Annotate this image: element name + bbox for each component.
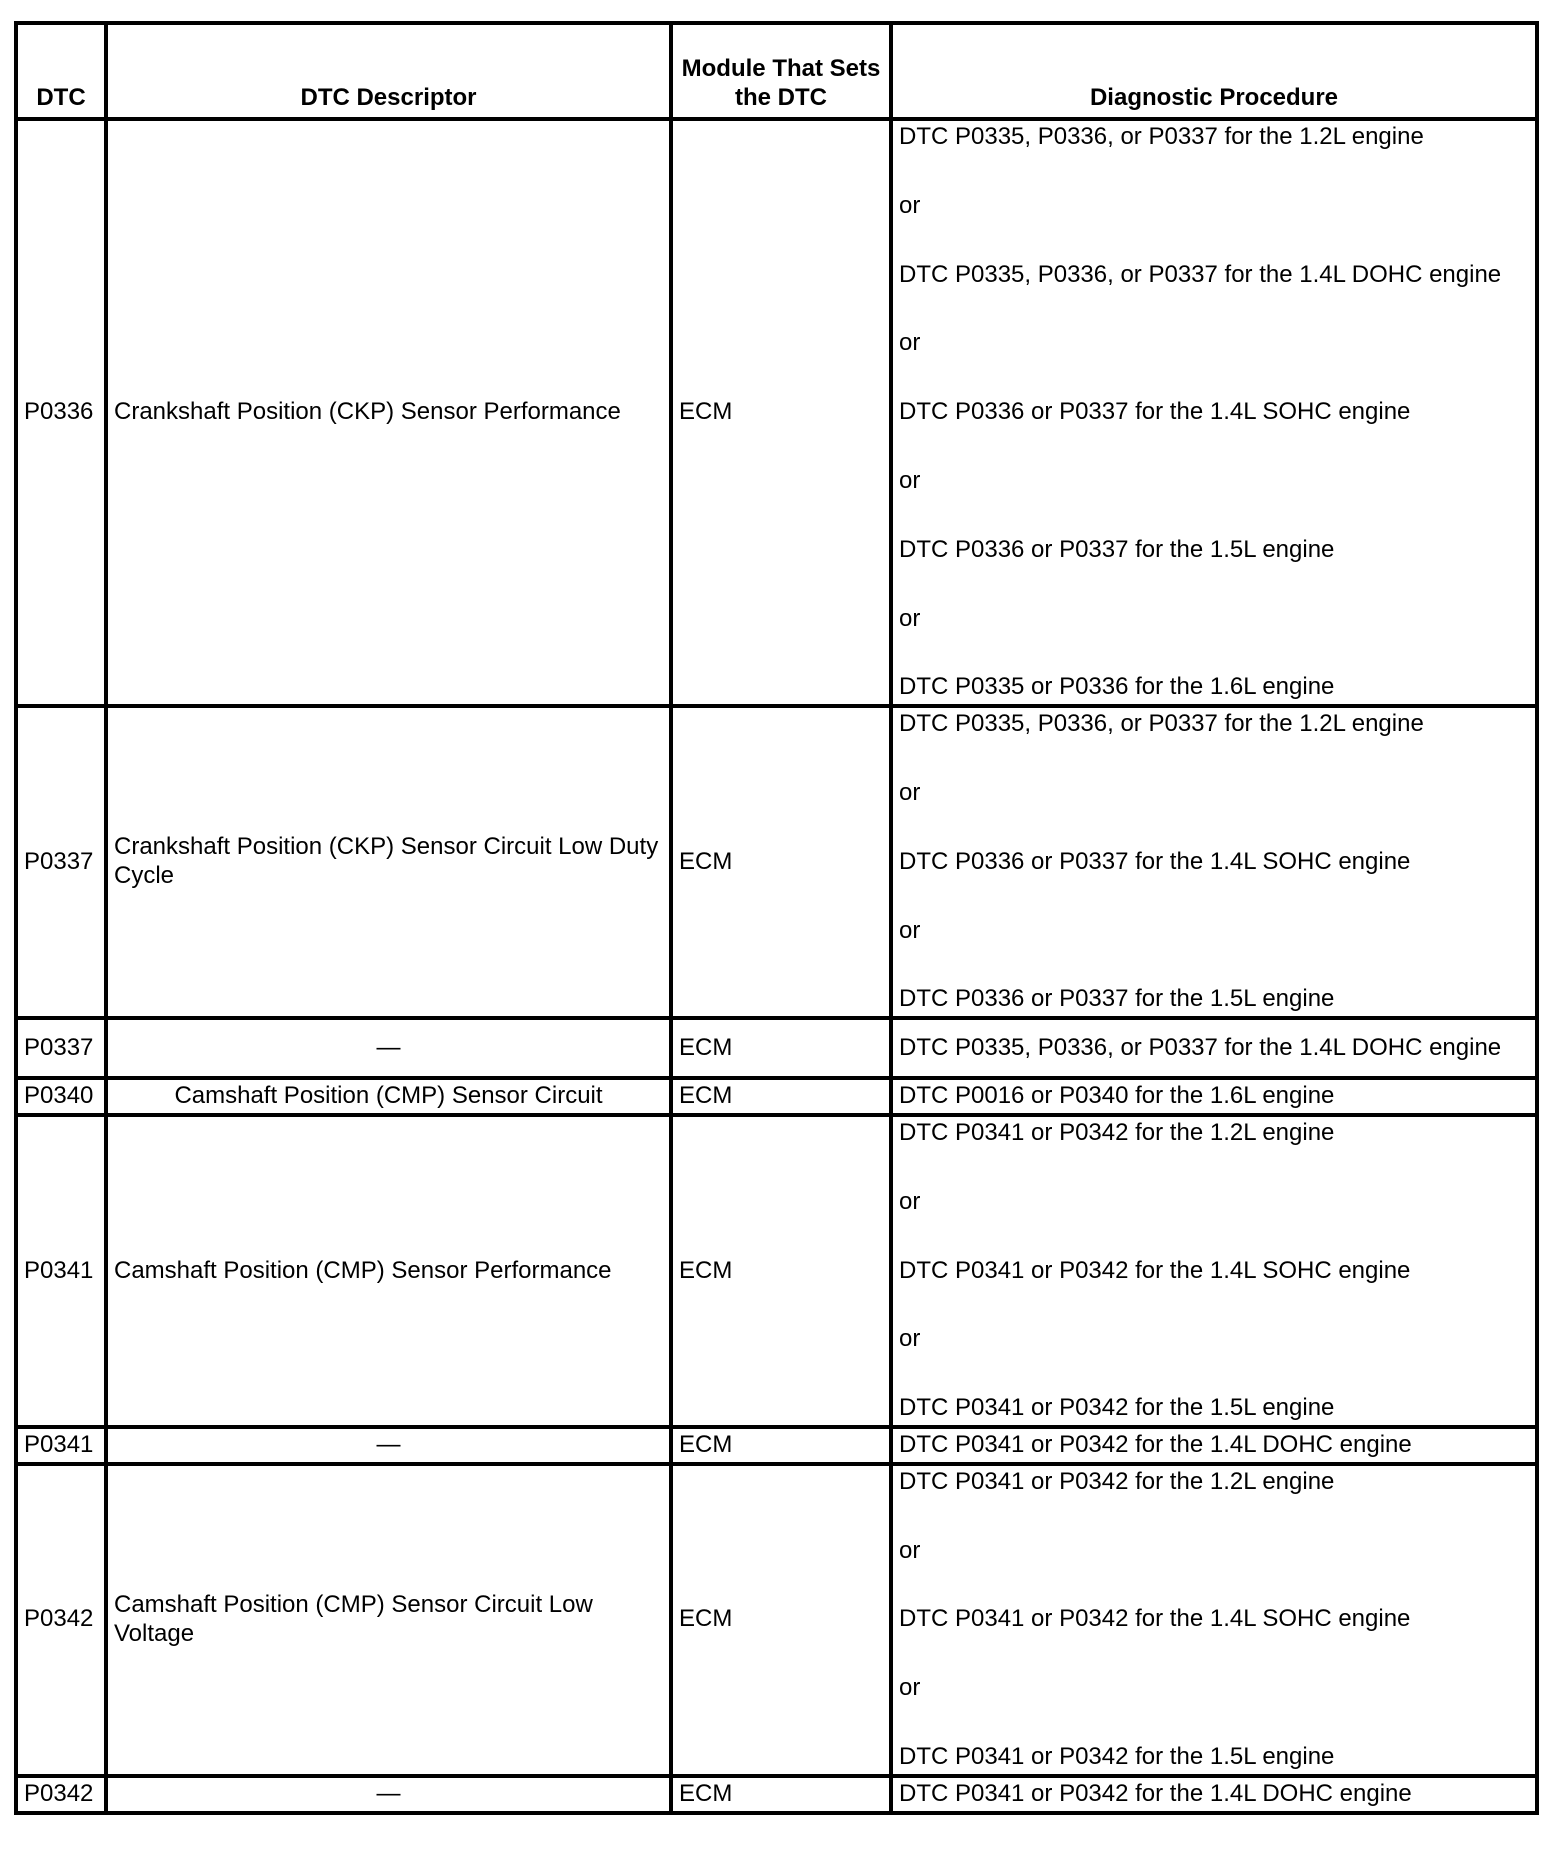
procedure-link[interactable]: DTC P0335, P0336, or P0337 for the 1.2L engine <box>899 710 1424 738</box>
table-row <box>16 119 1537 706</box>
procedure-link[interactable]: DTC P0336 or P0337 for the 1.4L SOHC engine <box>899 847 1411 875</box>
diagnostic-procedure <box>891 706 1537 1018</box>
dtc-code: P0341 <box>16 1427 106 1464</box>
procedure-link[interactable]: DTC P0336 or P0337 for the 1.4L SOHC engine <box>899 398 1411 426</box>
module-name: ECM <box>671 706 891 1018</box>
diagnostic-procedure <box>891 1078 1537 1115</box>
module-name: ECM <box>671 1078 891 1115</box>
table-row <box>16 1115 1537 1427</box>
dtc-descriptor: Crankshaft Position (CKP) Sensor Circuit Low Duty Cycle <box>106 706 671 1018</box>
procedure-link[interactable]: DTC P0016 or P0340 for the 1.6L engine <box>899 1082 1335 1110</box>
header-dtc: DTC <box>16 23 106 119</box>
procedure-link[interactable]: DTC P0341 or P0342 for the 1.4L SOHC engine <box>899 1605 1411 1633</box>
table-row <box>16 1018 1537 1078</box>
procedure-link[interactable]: DTC P0335, P0336, or P0337 for the 1.4L DOHC engine <box>899 260 1502 288</box>
dtc-descriptor: Camshaft Position (CMP) Sensor Circuit <box>106 1078 671 1115</box>
procedure-link[interactable]: DTC P0341 or P0342 for the 1.2L engine <box>899 1118 1335 1146</box>
diagnostic-procedure <box>891 119 1537 706</box>
dtc-code: P0342 <box>16 1776 106 1813</box>
table-row <box>16 1776 1537 1813</box>
procedure-or: or <box>899 778 921 806</box>
dtc-descriptor: Camshaft Position (CMP) Sensor Performance <box>106 1115 671 1427</box>
procedure-link[interactable]: DTC P0341 or P0342 for the 1.4L SOHC engine <box>899 1256 1411 1284</box>
dtc-code: P0337 <box>16 706 106 1018</box>
table-body <box>16 119 1537 1813</box>
diagnostic-procedure <box>891 1464 1537 1776</box>
procedure-link[interactable]: DTC P0335 or P0336 for the 1.6L engine <box>899 673 1335 701</box>
dtc-code: P0340 <box>16 1078 106 1115</box>
procedure-or: or <box>899 1325 921 1353</box>
dtc-descriptor: Camshaft Position (CMP) Sensor Circuit Low Voltage <box>106 1464 671 1776</box>
dtc-descriptor: — <box>106 1018 671 1078</box>
procedure-link[interactable]: DTC P0335, P0336, or P0337 for the 1.4L DOHC engine <box>899 1033 1502 1061</box>
dtc-code: P0342 <box>16 1464 106 1776</box>
table-row <box>16 1078 1537 1115</box>
table-row <box>16 1464 1537 1776</box>
diagnostic-procedure <box>891 1115 1537 1427</box>
dtc-descriptor: — <box>106 1776 671 1813</box>
procedure-or: or <box>899 916 921 944</box>
procedure-link[interactable]: DTC P0341 or P0342 for the 1.5L engine <box>899 1394 1335 1422</box>
dtc-table <box>14 21 1539 1815</box>
module-name: ECM <box>671 1464 891 1776</box>
table-row <box>16 706 1537 1018</box>
dtc-descriptor: Crankshaft Position (CKP) Sensor Performance <box>106 119 671 706</box>
dtc-code: P0341 <box>16 1115 106 1427</box>
procedure-or: or <box>899 604 921 632</box>
procedure-link[interactable]: DTC P0341 or P0342 for the 1.2L engine <box>899 1467 1335 1495</box>
header-procedure: Diagnostic Procedure <box>891 23 1537 119</box>
header-row <box>16 23 1537 119</box>
procedure-link[interactable]: DTC P0335, P0336, or P0337 for the 1.2L engine <box>899 123 1424 150</box>
module-name: ECM <box>671 1018 891 1078</box>
procedure-link[interactable]: DTC P0336 or P0337 for the 1.5L engine <box>899 985 1335 1013</box>
procedure-or: or <box>899 191 921 219</box>
diagnostic-procedure <box>891 1776 1537 1813</box>
procedure-link[interactable]: DTC P0341 or P0342 for the 1.4L DOHC engine <box>899 1779 1412 1807</box>
header-module: Module That Sets the DTC <box>671 23 891 119</box>
header-descriptor: DTC Descriptor <box>106 23 671 119</box>
dtc-code: P0336 <box>16 119 106 706</box>
module-name: ECM <box>671 1115 891 1427</box>
procedure-or: or <box>899 1674 921 1702</box>
procedure-or: or <box>899 329 921 357</box>
procedure-link[interactable]: DTC P0336 or P0337 for the 1.5L engine <box>899 535 1335 563</box>
procedure-or: or <box>899 1536 921 1564</box>
table-row <box>16 1427 1537 1464</box>
module-name: ECM <box>671 1427 891 1464</box>
dtc-descriptor: — <box>106 1427 671 1464</box>
procedure-or: or <box>899 1187 921 1215</box>
module-name: ECM <box>671 1776 891 1813</box>
diagnostic-procedure <box>891 1427 1537 1464</box>
dtc-code: P0337 <box>16 1018 106 1078</box>
procedure-link[interactable]: DTC P0341 or P0342 for the 1.5L engine <box>899 1742 1335 1770</box>
procedure-link[interactable]: DTC P0341 or P0342 for the 1.4L DOHC engine <box>899 1430 1412 1458</box>
procedure-or: or <box>899 466 921 494</box>
diagnostic-procedure <box>891 1018 1537 1078</box>
module-name: ECM <box>671 119 891 706</box>
